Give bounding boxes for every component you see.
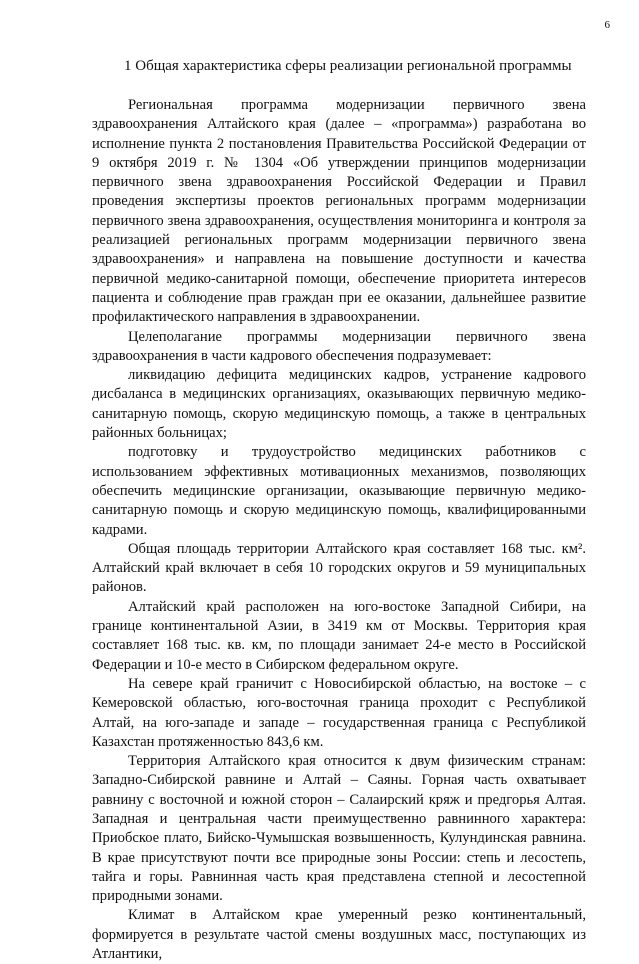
page-number: 6 (604, 19, 610, 31)
paragraph-3: Общая площадь территории Алтайского края составляет 168 тыс. км². Алтайский край включает в себя 10 городских округов и 59 муниципальных районов. (92, 540, 586, 596)
paragraph-2: Целеполагание программы модернизации первичного звена здравоохранения в части кадрового обеспечения подразумевает: (92, 328, 586, 364)
paragraph-5: На севере край граничит с Новосибирской областью, на востоке – с Кемеровской областью, юго-восточная граница проходит с Республикой Алтай, на юго-западе и западе – государственная граница с Республикой Казахстан протяженностью 843,6 км. (92, 675, 586, 750)
paragraph-6: Территория Алтайского края относится к двум физическим странам: Западно-Сибирской равнине и Алтай – Саяны. Горная часть охватывает равнину с восточной и южной сторон – Салаирский кряж и предгорья Алтая. Западная и центральная части преимущественно равнинного характера: Приобское плато, Бийско-Чумышская возвышенность, Кулундинская равнина. В крае присутствуют почти все природные зоны России: степь и лесостепь, тайга и горы. Равнинная часть края представлена степной и лесостепной природными зонами. (92, 753, 586, 905)
list-item-2: подготовку и трудоустройство медицинских работников с использованием эффективных мотивационных механизмов, позволяющих обеспечить медицинские организации, оказывающие первичную медико-санитарную помощь и скорую медицинскую помощь, квалифицированными кадрами. (92, 444, 586, 538)
list-item-1: ликвидацию дефицита медицинских кадров, устранение кадрового дисбаланса в медицинских организациях, оказывающих первичную медико-санитарную помощь, скорую медицинскую помощь, а также в центральных районных больницах; (92, 367, 586, 442)
paragraph-7: Климат в Алтайском крае умеренный резко континентальный, формируется в результате частой смены воздушных масс, поступающих из Атлантики, (92, 907, 586, 963)
body-text (92, 96, 586, 964)
paragraph-4: Алтайский край расположен на юго-востоке Западной Сибири, на границе континентальной Азии, в 3419 км от Москвы. Территория края составляет 168 тыс. кв. км, по площади занимает 24-е место в Российской Федерации и 10-е место в Сибирском федеральном округе. (92, 598, 586, 673)
section-heading: 1 Общая характеристика сферы реализации региональной программы (124, 58, 572, 74)
paragraph-1: Региональная программа модернизации первичного звена здравоохранения Алтайского края (далее – «программа») разработана во исполнение пункта 2 постановления Правительства Российской Федерации от 9 октября 2019 г. № 1304 «Об утверждении принципов модернизации первичного звена здравоохранения Российской Федерации и Правил проведения экспертизы проектов региональных программ модернизации первичного звена здравоохранения, осуществления мониторинга и контроля за реализацией региональных программ модернизации первичного звена здравоохранения» и направлена на повышение доступности и качества первичной медико-санитарной помощи, обеспечение приоритета интересов пациента и соблюдение прав граждан при ее оказании, дальнейшее развитие профилактического направления в здравоохранении. (92, 97, 586, 326)
